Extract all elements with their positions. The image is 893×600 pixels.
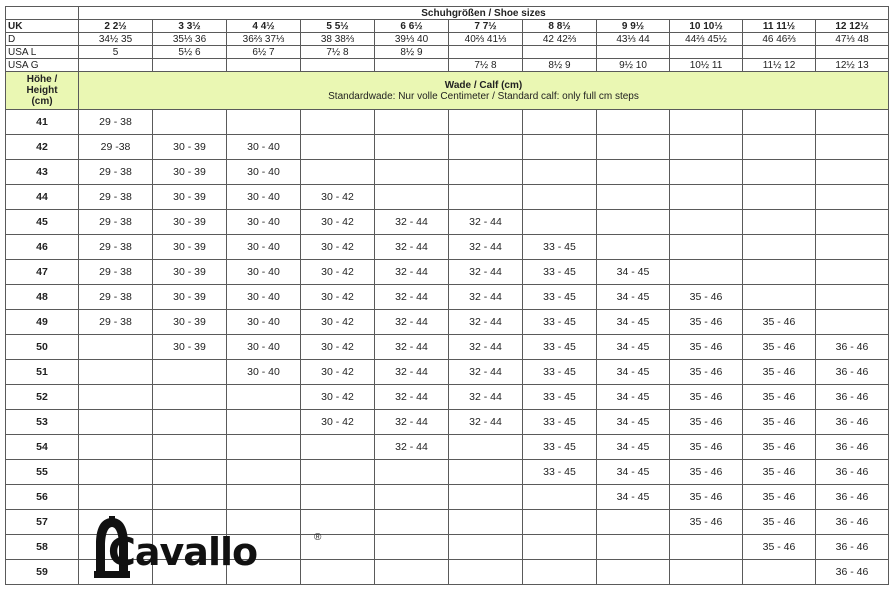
- calf-range-cell: 36 - 46: [816, 535, 889, 560]
- size-system-label: USA L: [6, 46, 79, 59]
- calf-range-cell: 33 - 45: [523, 235, 597, 260]
- calf-range-cell: [743, 210, 816, 235]
- calf-range-cell: 33 - 45: [523, 310, 597, 335]
- shoe-size-cell: 40⅔ 41⅓: [449, 33, 523, 46]
- calf-range-cell: 35 - 46: [670, 410, 743, 435]
- calf-range-cell: [449, 485, 523, 510]
- calf-range-cell: 32 - 44: [375, 260, 449, 285]
- calf-range-cell: 32 - 44: [449, 260, 523, 285]
- height-value: 53: [6, 410, 79, 435]
- calf-range-cell: 34 - 45: [597, 385, 670, 410]
- calf-range-cell: [153, 110, 227, 135]
- calf-range-cell: 29 - 38: [79, 310, 153, 335]
- calf-range-cell: [449, 560, 523, 585]
- calf-range-cell: 35 - 46: [670, 310, 743, 335]
- calf-range-cell: 30 - 40: [227, 185, 301, 210]
- size-table: [5, 6, 889, 585]
- calf-range-cell: 32 - 44: [375, 335, 449, 360]
- calf-range-cell: 29 - 38: [79, 235, 153, 260]
- calf-range-cell: 30 - 40: [227, 235, 301, 260]
- shoe-size-cell: 7 7½: [449, 20, 523, 33]
- calf-range-cell: 32 - 44: [449, 410, 523, 435]
- height-header: [6, 72, 79, 110]
- height-value: 56: [6, 485, 79, 510]
- shoe-size-cell: 10 10½: [670, 20, 743, 33]
- calf-range-cell: 30 - 39: [153, 310, 227, 335]
- calf-range-cell: 36 - 46: [816, 560, 889, 585]
- calf-range-cell: [597, 235, 670, 260]
- calf-range-cell: 34 - 45: [597, 335, 670, 360]
- calf-range-cell: [153, 410, 227, 435]
- shoe-size-cell: 8 8½: [523, 20, 597, 33]
- calf-range-cell: [523, 535, 597, 560]
- calf-range-cell: 32 - 44: [449, 335, 523, 360]
- calf-header-row: [6, 72, 889, 110]
- calf-range-cell: [597, 560, 670, 585]
- calf-range-cell: [743, 560, 816, 585]
- calf-range-cell: [670, 535, 743, 560]
- calf-range-cell: 30 - 42: [301, 385, 375, 410]
- calf-range-cell: 35 - 46: [743, 485, 816, 510]
- calf-range-cell: 32 - 44: [375, 210, 449, 235]
- shoe-size-row: [6, 33, 889, 46]
- calf-range-cell: [375, 485, 449, 510]
- calf-range-cell: [743, 185, 816, 210]
- calf-range-cell: [597, 185, 670, 210]
- calf-range-cell: 36 - 46: [816, 360, 889, 385]
- calf-range-cell: [816, 185, 889, 210]
- height-value: 47: [6, 260, 79, 285]
- calf-range-cell: [375, 110, 449, 135]
- calf-range-cell: 35 - 46: [670, 510, 743, 535]
- calf-range-cell: [670, 185, 743, 210]
- calf-range-cell: 30 - 39: [153, 260, 227, 285]
- calf-range-cell: [670, 235, 743, 260]
- shoe-size-cell: [301, 59, 375, 72]
- calf-range-cell: 35 - 46: [743, 535, 816, 560]
- calf-range-cell: [153, 360, 227, 385]
- shoe-size-cell: 6 6½: [375, 20, 449, 33]
- shoe-size-cell: [449, 46, 523, 59]
- calf-range-cell: [816, 310, 889, 335]
- calf-range-cell: 35 - 46: [743, 410, 816, 435]
- calf-range-cell: [670, 560, 743, 585]
- shoe-size-cell: 43⅓ 44: [597, 33, 670, 46]
- height-value: 59: [6, 560, 79, 585]
- calf-range-cell: 33 - 45: [523, 360, 597, 385]
- height-value: 44: [6, 185, 79, 210]
- calf-range-cell: [375, 460, 449, 485]
- shoe-size-cell: 2 2½: [79, 20, 153, 33]
- calf-range-cell: 34 - 45: [597, 285, 670, 310]
- calf-range-cell: 30 - 42: [301, 260, 375, 285]
- calf-range-cell: [523, 210, 597, 235]
- calf-range-cell: 29 - 38: [79, 185, 153, 210]
- table-row: [6, 335, 889, 360]
- calf-range-cell: 30 - 40: [227, 260, 301, 285]
- calf-range-cell: [597, 135, 670, 160]
- calf-range-cell: 30 - 40: [227, 135, 301, 160]
- calf-range-cell: 35 - 46: [743, 510, 816, 535]
- calf-range-cell: 30 - 39: [153, 335, 227, 360]
- calf-range-cell: [523, 135, 597, 160]
- calf-range-cell: 33 - 45: [523, 385, 597, 410]
- calf-range-cell: 35 - 46: [743, 335, 816, 360]
- calf-range-cell: 35 - 46: [670, 335, 743, 360]
- shoe-size-cell: [597, 46, 670, 59]
- calf-range-cell: 35 - 46: [743, 310, 816, 335]
- shoe-size-cell: 11 11½: [743, 20, 816, 33]
- calf-range-cell: [375, 135, 449, 160]
- height-value: 54: [6, 435, 79, 460]
- calf-range-cell: 34 - 45: [597, 435, 670, 460]
- shoe-size-cell: 42 42⅔: [523, 33, 597, 46]
- shoe-size-cell: 44⅔ 45½: [670, 33, 743, 46]
- shoe-sizes-title-row: [6, 7, 889, 20]
- height-value: 52: [6, 385, 79, 410]
- calf-range-cell: 30 - 39: [153, 185, 227, 210]
- shoe-size-cell: 8½ 9: [375, 46, 449, 59]
- calf-range-cell: [670, 160, 743, 185]
- calf-range-cell: [301, 160, 375, 185]
- calf-range-cell: 35 - 46: [743, 360, 816, 385]
- shoe-size-cell: 12 12½: [816, 20, 889, 33]
- calf-range-cell: [79, 485, 153, 510]
- height-value: 49: [6, 310, 79, 335]
- height-value: 45: [6, 210, 79, 235]
- table-row: [6, 285, 889, 310]
- calf-range-cell: [375, 160, 449, 185]
- calf-range-cell: [449, 435, 523, 460]
- table-row: [6, 235, 889, 260]
- calf-range-cell: 33 - 45: [523, 460, 597, 485]
- calf-range-cell: 36 - 46: [816, 460, 889, 485]
- calf-range-cell: 35 - 46: [670, 460, 743, 485]
- shoe-size-cell: [153, 59, 227, 72]
- calf-range-cell: [375, 535, 449, 560]
- shoe-size-cell: [227, 59, 301, 72]
- calf-range-cell: 32 - 44: [449, 210, 523, 235]
- calf-range-cell: 34 - 45: [597, 460, 670, 485]
- calf-range-cell: [597, 210, 670, 235]
- calf-range-cell: [597, 160, 670, 185]
- table-row: [6, 260, 889, 285]
- shoe-size-cell: 5½ 6: [153, 46, 227, 59]
- calf-range-cell: [449, 460, 523, 485]
- shoe-size-row: [6, 20, 889, 33]
- shoe-size-cell: 5: [79, 46, 153, 59]
- calf-range-cell: [449, 110, 523, 135]
- height-value: 42: [6, 135, 79, 160]
- calf-range-cell: [816, 135, 889, 160]
- calf-range-cell: 35 - 46: [670, 360, 743, 385]
- height-value: 51: [6, 360, 79, 385]
- calf-range-cell: [816, 110, 889, 135]
- calf-range-cell: 30 - 42: [301, 285, 375, 310]
- table-row: [6, 185, 889, 210]
- calf-range-cell: 36 - 46: [816, 510, 889, 535]
- calf-range-cell: 32 - 44: [375, 360, 449, 385]
- calf-range-cell: [523, 110, 597, 135]
- calf-range-cell: 30 - 39: [153, 135, 227, 160]
- calf-range-cell: 30 - 42: [301, 360, 375, 385]
- calf-subtitle: Standardwade: Nur volle Centimeter / Standard calf: only full cm steps: [328, 90, 639, 102]
- calf-range-cell: [670, 110, 743, 135]
- table-row: [6, 460, 889, 485]
- calf-range-cell: [743, 235, 816, 260]
- brand-name: Cavallo: [108, 530, 258, 574]
- calf-range-cell: [79, 460, 153, 485]
- shoe-size-cell: 5 5½: [301, 20, 375, 33]
- shoe-size-cell: 46 46⅔: [743, 33, 816, 46]
- calf-range-cell: 32 - 44: [449, 385, 523, 410]
- calf-range-cell: 32 - 44: [375, 235, 449, 260]
- calf-range-cell: [523, 485, 597, 510]
- calf-range-cell: 34 - 45: [597, 360, 670, 385]
- calf-range-cell: 34 - 45: [597, 260, 670, 285]
- calf-range-cell: [375, 510, 449, 535]
- calf-range-cell: 34 - 45: [597, 410, 670, 435]
- calf-range-cell: [153, 435, 227, 460]
- calf-range-cell: 32 - 44: [375, 435, 449, 460]
- calf-range-cell: 30 - 39: [153, 210, 227, 235]
- table-row: [6, 410, 889, 435]
- calf-range-cell: 32 - 44: [449, 360, 523, 385]
- calf-range-cell: [523, 560, 597, 585]
- calf-range-cell: 32 - 44: [449, 235, 523, 260]
- calf-range-cell: [743, 110, 816, 135]
- table-row: [6, 485, 889, 510]
- calf-range-cell: [523, 160, 597, 185]
- calf-range-cell: [375, 560, 449, 585]
- calf-range-cell: 30 - 40: [227, 210, 301, 235]
- height-header-line: Höhe /: [26, 74, 58, 85]
- calf-range-cell: 29 - 38: [79, 285, 153, 310]
- calf-range-cell: [816, 235, 889, 260]
- calf-range-cell: [301, 110, 375, 135]
- calf-range-cell: [153, 460, 227, 485]
- calf-range-cell: 29 - 38: [79, 260, 153, 285]
- height-value: 43: [6, 160, 79, 185]
- calf-range-cell: [597, 510, 670, 535]
- shoe-size-row: [6, 46, 889, 59]
- height-value: 50: [6, 335, 79, 360]
- calf-range-cell: 35 - 46: [670, 485, 743, 510]
- shoe-size-cell: 6½ 7: [227, 46, 301, 59]
- calf-range-cell: [79, 385, 153, 410]
- cavallo-logo: [92, 514, 332, 582]
- calf-range-cell: [227, 435, 301, 460]
- calf-range-cell: 33 - 45: [523, 285, 597, 310]
- calf-range-cell: 32 - 44: [375, 385, 449, 410]
- shoe-size-cell: 47⅓ 48: [816, 33, 889, 46]
- calf-range-cell: [153, 385, 227, 410]
- calf-range-cell: [743, 135, 816, 160]
- shoe-size-cell: [670, 46, 743, 59]
- shoe-size-cell: 4 4½: [227, 20, 301, 33]
- shoe-size-cell: [523, 46, 597, 59]
- height-header-line: Height: [26, 85, 58, 96]
- calf-range-cell: [301, 485, 375, 510]
- calf-range-cell: [816, 210, 889, 235]
- shoe-size-cell: 34½ 35: [79, 33, 153, 46]
- calf-range-cell: [79, 410, 153, 435]
- calf-range-cell: 29 - 38: [79, 160, 153, 185]
- calf-range-cell: [523, 185, 597, 210]
- table-row: [6, 135, 889, 160]
- table-row: [6, 385, 889, 410]
- calf-range-cell: [227, 110, 301, 135]
- calf-range-cell: 35 - 46: [743, 385, 816, 410]
- table-row: [6, 210, 889, 235]
- calf-range-cell: [153, 485, 227, 510]
- shoe-size-cell: 10½ 11: [670, 59, 743, 72]
- shoe-sizes-title: Schuhgrößen / Shoe sizes: [79, 7, 889, 20]
- calf-range-cell: [301, 435, 375, 460]
- height-header-line: (cm): [31, 96, 53, 107]
- shoe-size-cell: [375, 59, 449, 72]
- calf-range-cell: 36 - 46: [816, 385, 889, 410]
- calf-range-cell: 30 - 42: [301, 410, 375, 435]
- calf-range-cell: [375, 185, 449, 210]
- calf-range-cell: [670, 260, 743, 285]
- calf-range-cell: [301, 460, 375, 485]
- shoe-size-cell: 8½ 9: [523, 59, 597, 72]
- shoe-size-cell: 35⅓ 36: [153, 33, 227, 46]
- calf-range-cell: 35 - 46: [743, 460, 816, 485]
- shoe-size-cell: 3 3½: [153, 20, 227, 33]
- calf-range-cell: [227, 485, 301, 510]
- calf-range-cell: 30 - 42: [301, 235, 375, 260]
- calf-range-cell: [743, 285, 816, 310]
- shoe-size-cell: 9 9½: [597, 20, 670, 33]
- calf-range-cell: [743, 260, 816, 285]
- height-value: 48: [6, 285, 79, 310]
- calf-range-cell: 35 - 46: [743, 435, 816, 460]
- height-value: 46: [6, 235, 79, 260]
- size-system-label: D: [6, 33, 79, 46]
- calf-range-cell: [227, 385, 301, 410]
- calf-range-cell: 32 - 44: [375, 310, 449, 335]
- calf-range-cell: 35 - 46: [670, 385, 743, 410]
- calf-range-cell: 30 - 42: [301, 310, 375, 335]
- shoe-size-cell: [743, 46, 816, 59]
- calf-range-cell: 30 - 39: [153, 160, 227, 185]
- calf-range-cell: [743, 160, 816, 185]
- calf-range-cell: [816, 260, 889, 285]
- registered-mark: ®: [314, 532, 322, 543]
- calf-range-cell: [816, 160, 889, 185]
- calf-range-cell: [79, 435, 153, 460]
- shoe-size-cell: [816, 46, 889, 59]
- calf-range-cell: 35 - 46: [670, 435, 743, 460]
- calf-range-cell: 30 - 40: [227, 285, 301, 310]
- calf-range-cell: 33 - 45: [523, 435, 597, 460]
- shoe-size-cell: [79, 59, 153, 72]
- calf-range-cell: 30 - 42: [301, 185, 375, 210]
- calf-range-cell: [227, 460, 301, 485]
- calf-range-cell: [449, 135, 523, 160]
- calf-range-cell: [597, 110, 670, 135]
- height-value: 55: [6, 460, 79, 485]
- calf-range-cell: 32 - 44: [375, 285, 449, 310]
- shoe-size-cell: 39⅓ 40: [375, 33, 449, 46]
- calf-range-cell: [449, 185, 523, 210]
- shoe-size-row: [6, 59, 889, 72]
- calf-range-cell: [523, 510, 597, 535]
- calf-range-cell: 29 - 38: [79, 210, 153, 235]
- calf-range-cell: [670, 210, 743, 235]
- calf-range-cell: [301, 135, 375, 160]
- calf-range-cell: 30 - 40: [227, 360, 301, 385]
- calf-range-cell: [449, 510, 523, 535]
- table-row: [6, 310, 889, 335]
- calf-range-cell: [227, 410, 301, 435]
- calf-range-cell: 29 - 38: [79, 110, 153, 135]
- size-chart: [5, 6, 888, 585]
- calf-range-cell: [79, 360, 153, 385]
- shoe-size-cell: 11½ 12: [743, 59, 816, 72]
- calf-range-cell: 35 - 46: [670, 285, 743, 310]
- calf-range-cell: 33 - 45: [523, 260, 597, 285]
- calf-range-cell: 30 - 42: [301, 335, 375, 360]
- calf-range-cell: 30 - 39: [153, 285, 227, 310]
- calf-range-cell: [79, 335, 153, 360]
- calf-range-cell: 30 - 40: [227, 160, 301, 185]
- calf-range-cell: [670, 135, 743, 160]
- calf-range-cell: 34 - 45: [597, 485, 670, 510]
- height-value: 41: [6, 110, 79, 135]
- calf-range-cell: 32 - 44: [449, 310, 523, 335]
- height-value: 58: [6, 535, 79, 560]
- calf-range-cell: 36 - 46: [816, 435, 889, 460]
- height-value: 57: [6, 510, 79, 535]
- shoe-size-cell: 7½ 8: [449, 59, 523, 72]
- calf-range-cell: 36 - 46: [816, 410, 889, 435]
- calf-range-cell: 29 -38: [79, 135, 153, 160]
- shoe-size-cell: 7½ 8: [301, 46, 375, 59]
- calf-title: Wade / Calf (cm): [444, 79, 523, 91]
- calf-range-cell: 30 - 40: [227, 310, 301, 335]
- calf-range-cell: 32 - 44: [449, 285, 523, 310]
- shoe-size-cell: 9½ 10: [597, 59, 670, 72]
- shoe-size-cell: 12½ 13: [816, 59, 889, 72]
- calf-range-cell: 33 - 45: [523, 410, 597, 435]
- size-system-label: USA G: [6, 59, 79, 72]
- shoe-size-cell: 36⅔ 37⅓: [227, 33, 301, 46]
- calf-range-cell: 32 - 44: [375, 410, 449, 435]
- table-row: [6, 110, 889, 135]
- table-row: [6, 435, 889, 460]
- calf-range-cell: 30 - 42: [301, 210, 375, 235]
- size-system-label: UK: [6, 20, 79, 33]
- calf-range-cell: 30 - 39: [153, 235, 227, 260]
- shoe-size-cell: 38 38⅔: [301, 33, 375, 46]
- calf-range-cell: 36 - 46: [816, 335, 889, 360]
- calf-range-cell: [816, 285, 889, 310]
- calf-range-cell: 34 - 45: [597, 310, 670, 335]
- table-row: [6, 160, 889, 185]
- calf-header: [79, 72, 889, 110]
- calf-range-cell: 33 - 45: [523, 335, 597, 360]
- calf-range-cell: [597, 535, 670, 560]
- table-row: [6, 360, 889, 385]
- calf-range-cell: [449, 535, 523, 560]
- calf-range-cell: 36 - 46: [816, 485, 889, 510]
- calf-range-cell: [449, 160, 523, 185]
- calf-range-cell: 30 - 40: [227, 335, 301, 360]
